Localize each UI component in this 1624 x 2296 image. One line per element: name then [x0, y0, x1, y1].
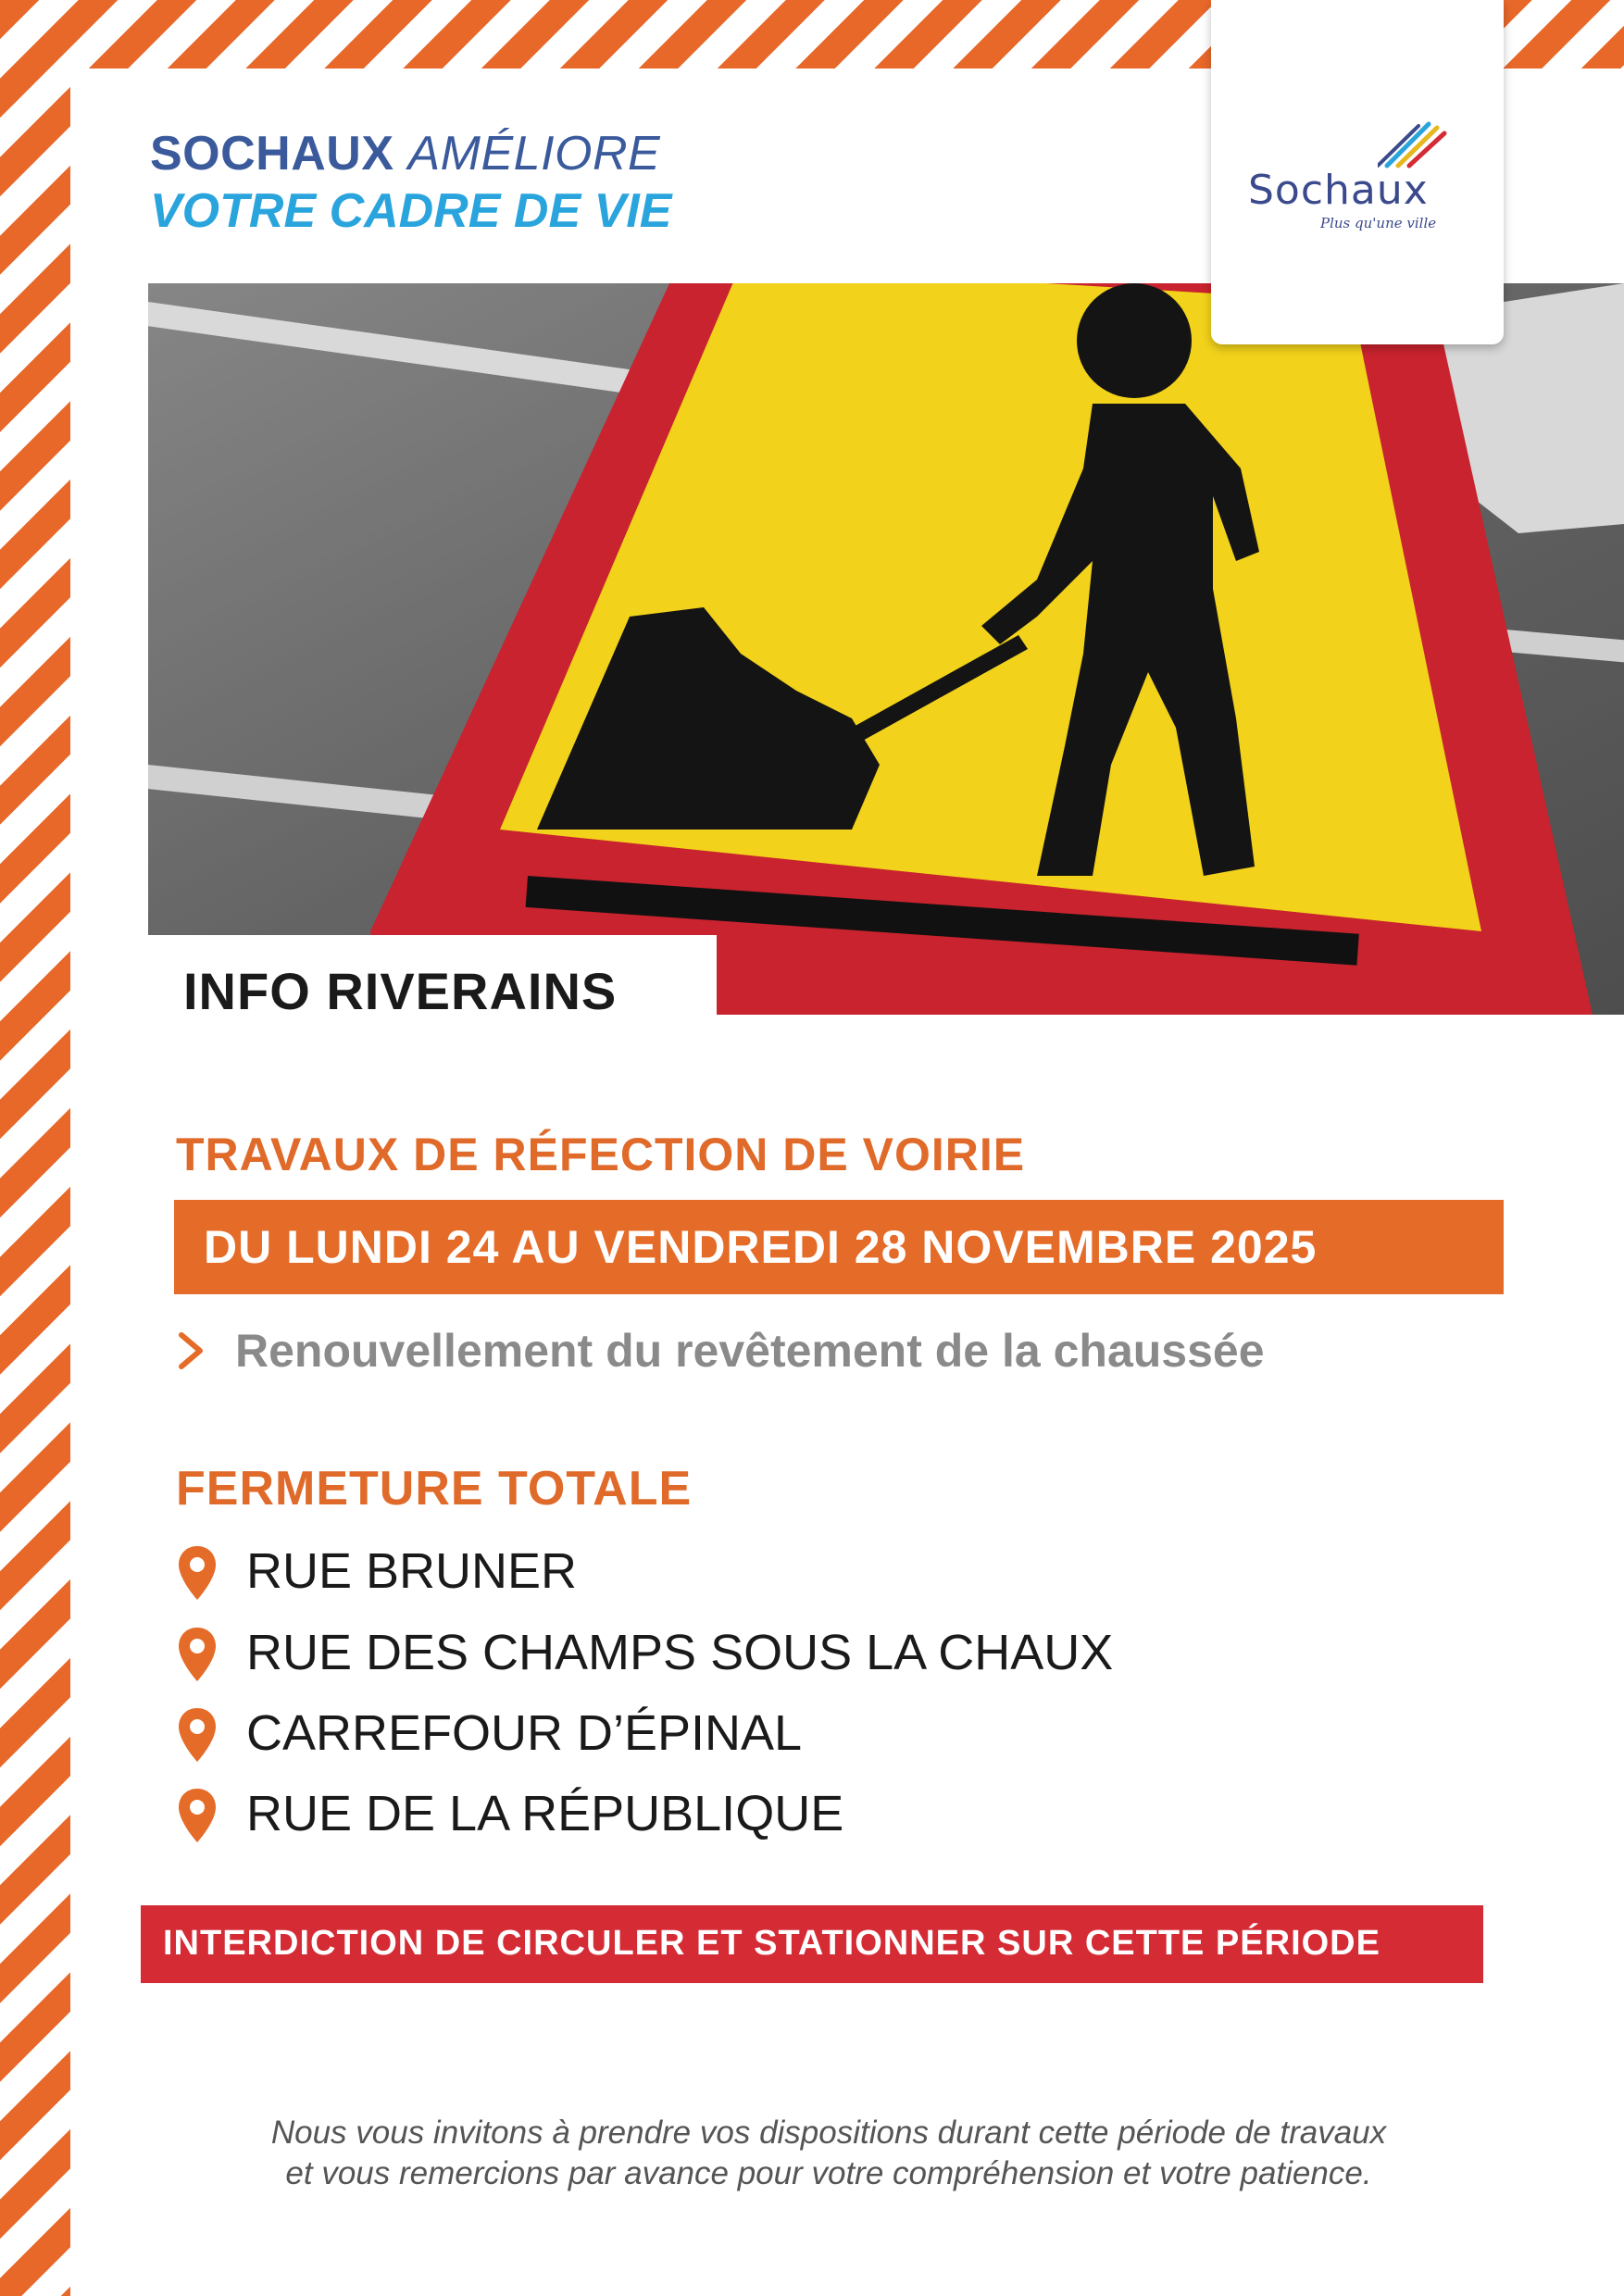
street-name: RUE BRUNER: [246, 1543, 578, 1599]
striped-border-left: [0, 0, 70, 2296]
headline-city: SOCHAUX: [150, 127, 394, 181]
roadworks-sign-photo: [148, 283, 1624, 1015]
street-name: CARREFOUR D’ÉPINAL: [246, 1705, 803, 1761]
traffic-ban-text: INTERDICTION DE CIRCULER ET STATIONNER SUR CETTE PÉRIODE: [163, 1924, 1380, 1963]
location-pin-icon: [176, 1787, 219, 1844]
logo-swoosh-icon: [1378, 115, 1452, 170]
chevron-right-icon: [176, 1328, 207, 1374]
traffic-ban-banner: [141, 1905, 1483, 1983]
logo-wordmark: Sochaux: [1248, 167, 1429, 214]
footer-line-2: et vous remercions par avance pour votre compréhension et votre patience.: [285, 2154, 1372, 2191]
sochaux-logo-card: [1211, 0, 1504, 344]
info-riverains-text: INFO RIVERAINS: [183, 962, 618, 1020]
date-banner: [174, 1200, 1504, 1294]
footer-line-1: Nous vous invitons à prendre vos dispositions durant cette période de travaux: [270, 2115, 1387, 2151]
logo-tagline: Plus qu'une ville: [1320, 215, 1437, 231]
date-banner-text: DU LUNDI 24 AU VENDREDI 28 NOVEMBRE 2025: [204, 1221, 1318, 1273]
street-name: RUE DES CHAMPS SOUS LA CHAUX: [246, 1625, 1114, 1680]
headline-verb: AMÉLIORE: [407, 127, 661, 181]
info-riverains-label: [148, 935, 717, 1020]
headline-line-1: [150, 127, 671, 181]
works-title: TRAVAUX DE RÉFECTION DE VOIRIE: [176, 1129, 1026, 1180]
location-pin-icon: [176, 1626, 219, 1683]
closure-title: FERMETURE TOTALE: [176, 1462, 693, 1516]
location-pin-icon: [176, 1544, 219, 1602]
headline-line-2: VOTRE CADRE DE VIE: [150, 184, 672, 238]
works-description-text: Renouvellement du revêtement de la chaussée: [235, 1325, 1265, 1377]
page-headline: [150, 127, 672, 238]
street-name: RUE DE LA RÉPUBLIQUE: [246, 1786, 844, 1841]
footer-note: [148, 2113, 1509, 2194]
location-pin-icon: [176, 1706, 219, 1764]
roadworks-sign-icon: [148, 283, 1624, 1015]
